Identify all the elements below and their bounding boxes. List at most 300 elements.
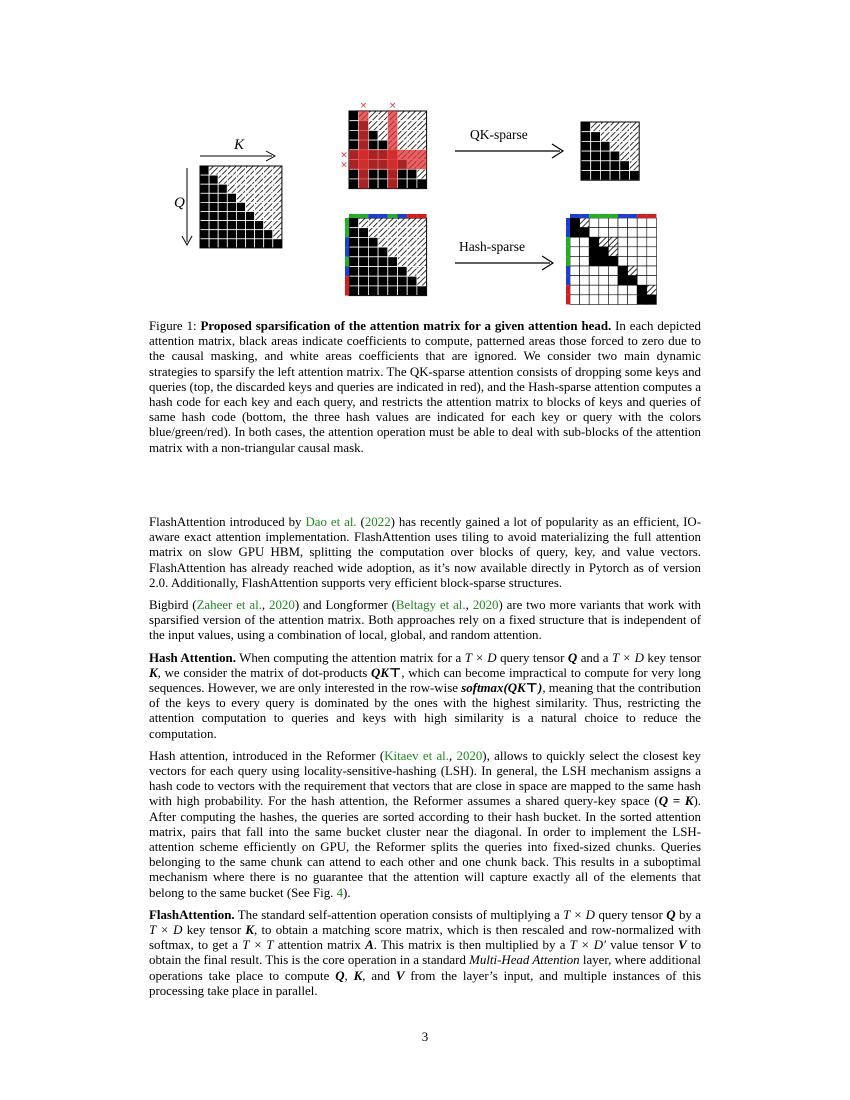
- matrix-cell: [637, 218, 647, 228]
- matrix-cell: [349, 169, 359, 179]
- paragraph-flashattention: [149, 908, 701, 999]
- matrix-cell: [378, 247, 388, 257]
- matrix-cell: [227, 184, 236, 193]
- matrix-cell: [599, 295, 609, 305]
- text: , which can become impractical to compute for very long sequences. However, we are only interested in the row-wise: [149, 665, 701, 696]
- caption-title: Proposed sparsification of the attention matrix for a given attention head.: [200, 319, 612, 333]
- full-attention-matrix: [200, 166, 282, 248]
- matrix-cell: [359, 257, 369, 267]
- matrix-cell: [388, 228, 398, 238]
- figure-ref-link[interactable]: 4: [336, 885, 344, 900]
- matrix-cell: [570, 266, 580, 276]
- key-hash-color-marker: [628, 214, 638, 218]
- matrix-cell: [378, 276, 388, 286]
- key-hash-color-marker: [368, 214, 378, 218]
- matrix-cell: [628, 256, 638, 266]
- text: ).: [343, 885, 351, 900]
- matrix-cell: [218, 166, 227, 175]
- matrix-cell: [227, 230, 236, 239]
- matrix-cell: [398, 140, 408, 150]
- query-hash-color-marker: [566, 228, 570, 238]
- matrix-cell: [618, 218, 628, 228]
- matrix-cell: [378, 140, 388, 150]
- text: and a: [577, 650, 612, 665]
- key-hash-color-marker: [570, 214, 580, 218]
- matrix-cell: [359, 247, 369, 257]
- math: Q: [567, 650, 578, 665]
- matrix-cell: [637, 228, 647, 238]
- matrix-cell: [388, 237, 398, 247]
- matrix-cell: [570, 256, 580, 266]
- matrix-cell: [417, 169, 427, 179]
- matrix-cell: [359, 228, 369, 238]
- matrix-cell: [407, 111, 417, 121]
- matrix-cell: [608, 256, 618, 266]
- matrix-cell: [628, 295, 638, 305]
- matrix-cell: [600, 161, 610, 171]
- citation-year-link[interactable]: 2020: [472, 598, 499, 613]
- text: ) are two more variants that work with sparsified version of the attention matrix. Both approaches rely on a fixed structure that is independent of the input values, using a combination of local, global, and random attention.: [149, 598, 701, 643]
- query-hash-color-marker: [345, 218, 349, 228]
- matrix-cell: [608, 295, 618, 305]
- matrix-cell: [209, 212, 218, 221]
- citation-link[interactable]: Zaheer et al.: [196, 598, 262, 613]
- matrix-cell: [637, 237, 647, 247]
- matrix-cell: [227, 221, 236, 230]
- figure-caption: [149, 319, 701, 456]
- matrix-cell: [236, 230, 245, 239]
- discard-marker: ×: [388, 101, 397, 111]
- matrix-cell: [608, 285, 618, 295]
- key-hash-color-marker: [647, 214, 657, 218]
- matrix-cell: [236, 221, 245, 230]
- citation-link[interactable]: Kitaev et al.: [384, 748, 449, 763]
- text: , we consider the matrix of dot-products: [157, 665, 372, 680]
- matrix-cell: [236, 175, 245, 184]
- matrix-cell: [589, 295, 599, 305]
- matrix-cell: [417, 237, 427, 247]
- matrix-cell: [227, 193, 236, 202]
- matrix-cell: [398, 286, 408, 296]
- matrix-cell: [378, 111, 388, 121]
- matrix-cell: [218, 212, 227, 221]
- matrix-cell: [628, 285, 638, 295]
- matrix-cell: [378, 267, 388, 277]
- key-hash-color-marker: [417, 214, 427, 218]
- matrix-cell: [647, 266, 657, 276]
- matrix-cell: [417, 286, 427, 296]
- matrix-cell: [398, 179, 408, 189]
- text: query tensor: [595, 907, 667, 922]
- math: T × D: [563, 907, 595, 922]
- key-hash-color-marker: [608, 214, 618, 218]
- matrix-cell: [236, 184, 245, 193]
- matrix-cell: [273, 184, 282, 193]
- matrix-cell: [628, 247, 638, 257]
- matrix-cell: [618, 228, 628, 238]
- citation-year-link[interactable]: 2022: [364, 515, 391, 529]
- run-in-heading: FlashAttention.: [149, 907, 235, 922]
- matrix-cell: [599, 276, 609, 286]
- hash-input-matrix: [349, 218, 427, 296]
- matrix-cell: [255, 193, 264, 202]
- matrix-cell: [349, 111, 359, 121]
- matrix-cell: [227, 212, 236, 221]
- matrix-cell: [589, 237, 599, 247]
- math: T × D: [464, 650, 497, 665]
- matrix-cell: [273, 193, 282, 202]
- matrix-cell: [589, 256, 599, 266]
- matrix-cell: [200, 230, 209, 239]
- query-hash-color-marker: [566, 285, 570, 295]
- matrix-cell: [236, 193, 245, 202]
- math: T × T: [242, 938, 274, 953]
- matrix-cell: [599, 256, 609, 266]
- matrix-cell: [589, 276, 599, 286]
- caption-text: In each depicted attention matrix, black areas indicate coefficients to compute, patterned areas those forced to zero due to the causal masking, and white areas coefficients that are ignored. We consider two main dynamic strategies to sparsify the left attention matrix. The QK-sparse attention consists of dropping some keys and queries (top, the discarded keys and queries are indicated in red), and the Hash-sparse attention computes a hash code for each key and each query, and restricts the attention matrix to blocks of keys and queries of same hash code (bottom, the three hash values are indicated for each key or query with the colors blue/green/red). In both cases, the attention operation must be able to deal with sub-blocks of the attention matrix with a non-triangular causal mask.: [149, 319, 701, 455]
- matrix-cell: [359, 286, 369, 296]
- math: K: [149, 665, 158, 680]
- matrix-cell: [417, 228, 427, 238]
- key-hash-color-marker: [349, 214, 359, 218]
- matrix-cell: [407, 228, 417, 238]
- matrix-cell: [407, 247, 417, 257]
- matrix-cell: [246, 230, 255, 239]
- matrix-cell: [589, 285, 599, 295]
- matrix-cell: [246, 175, 255, 184]
- matrix-cell: [618, 256, 628, 266]
- matrix-cell: [264, 175, 273, 184]
- query-hash-color-marker: [345, 228, 349, 238]
- matrix-cell: [407, 237, 417, 247]
- matrix-cell: [398, 228, 408, 238]
- matrix-cell: [368, 111, 378, 121]
- matrix-cell: [417, 276, 427, 286]
- matrix-cell: [417, 140, 427, 150]
- matrix-cell: [209, 193, 218, 202]
- matrix-cell: [349, 228, 359, 238]
- text: ,: [465, 598, 473, 613]
- matrix-cell: [618, 295, 628, 305]
- matrix-cell: [407, 276, 417, 286]
- discard-marker: ×: [340, 160, 348, 171]
- matrix-cell: [200, 166, 209, 175]
- matrix-cell: [209, 175, 218, 184]
- matrix-cell: [570, 295, 580, 305]
- matrix-cell: [637, 276, 647, 286]
- matrix-cell: [398, 111, 408, 121]
- discarded-query-row: [349, 160, 427, 170]
- matrix-cell: [589, 218, 599, 228]
- matrix-cell: [599, 266, 609, 276]
- matrix-cell: [200, 184, 209, 193]
- matrix-cell: [388, 267, 398, 277]
- matrix-cell: [218, 221, 227, 230]
- matrix-cell: [273, 212, 282, 221]
- matrix-cell: [218, 202, 227, 211]
- matrix-cell: [628, 266, 638, 276]
- paragraph-hash-attention: [149, 651, 701, 742]
- text: by a: [675, 907, 701, 922]
- matrix-cell: [227, 175, 236, 184]
- matrix-cell: [637, 256, 647, 266]
- matrix-cell: [407, 257, 417, 267]
- matrix-cell: [417, 218, 427, 228]
- citation-link[interactable]: Beltagy et al.: [395, 598, 466, 613]
- run-in-heading: Hash Attention.: [149, 650, 236, 665]
- math: K: [245, 923, 254, 938]
- qk-sparse-matrix: [581, 122, 639, 180]
- matrix-cell: [630, 122, 640, 132]
- matrix-cell: [264, 212, 273, 221]
- matrix-cell: [417, 247, 427, 257]
- matrix-cell: [349, 237, 359, 247]
- query-hash-color-marker: [566, 256, 570, 266]
- matrix-cell: [589, 228, 599, 238]
- matrix-cell: [398, 218, 408, 228]
- text: layer, where additional operations take place to compute: [149, 953, 701, 983]
- text: from the layer’s input, and multiple instances of this processing take place in parallel.: [149, 968, 701, 998]
- math: Q = K: [658, 794, 694, 809]
- matrix-cell: [349, 267, 359, 277]
- matrix-cell: [264, 202, 273, 211]
- citation-link[interactable]: Dao et al.: [305, 515, 357, 529]
- matrix-cell: [637, 266, 647, 276]
- text: . This matrix is then multiplied by a: [373, 938, 570, 953]
- matrix-cell: [407, 218, 417, 228]
- matrix-cell: [628, 237, 638, 247]
- matrix-cell: [630, 151, 640, 161]
- text: Multi-Head Attention: [469, 953, 580, 968]
- matrix-cell: [570, 237, 580, 247]
- matrix-cell: [200, 221, 209, 230]
- matrix-cell: [610, 171, 620, 181]
- matrix-cell: [236, 212, 245, 221]
- matrix-cell: [273, 221, 282, 230]
- matrix-cell: [246, 212, 255, 221]
- key-hash-color-marker: [637, 214, 647, 218]
- matrix-cell: [589, 247, 599, 257]
- key-hash-color-marker: [407, 214, 417, 218]
- discarded-query-row: [349, 150, 427, 160]
- matrix-cell: [647, 218, 657, 228]
- text: value tensor: [605, 938, 679, 953]
- matrix-cell: [255, 221, 264, 230]
- text: key tensor: [182, 923, 246, 938]
- matrix-cell: [637, 295, 647, 305]
- paragraph-flashattention-intro: [149, 515, 701, 591]
- matrix-cell: [637, 285, 647, 295]
- text: ) and Longformer (: [294, 598, 396, 613]
- matrix-cell: [630, 141, 640, 151]
- matrix-cell: [398, 237, 408, 247]
- matrix-cell: [600, 151, 610, 161]
- page-number: 3: [421, 1029, 429, 1044]
- paragraph-reformer: [149, 749, 701, 901]
- math: Q: [666, 907, 676, 922]
- matrix-cell: [407, 169, 417, 179]
- matrix-cell: [591, 161, 601, 171]
- hash-sparse-label: Hash-sparse: [459, 239, 525, 254]
- q-axis-label: Q: [174, 195, 185, 211]
- matrix-cell: [630, 161, 640, 171]
- matrix-cell: [600, 122, 610, 132]
- matrix-cell: [580, 218, 590, 228]
- text: Hash attention, introduced in the Reformer (: [149, 748, 385, 763]
- text: When computing the attention matrix for a: [235, 650, 465, 665]
- matrix-cell: [610, 141, 620, 151]
- matrix-cell: [608, 276, 618, 286]
- key-hash-color-marker: [580, 214, 590, 218]
- matrix-cell: [273, 175, 282, 184]
- matrix-cell: [264, 221, 273, 230]
- matrix-cell: [417, 121, 427, 131]
- matrix-cell: [218, 239, 227, 248]
- matrix-cell: [647, 295, 657, 305]
- matrix-cell: [255, 239, 264, 248]
- matrix-cell: [246, 184, 255, 193]
- text: FlashAttention introduced by: [149, 515, 306, 529]
- matrix-cell: [620, 132, 630, 142]
- matrix-cell: [378, 218, 388, 228]
- matrix-cell: [378, 257, 388, 267]
- matrix-cell: [630, 171, 640, 181]
- qk-sparse-label: QK-sparse: [470, 127, 528, 142]
- key-hash-color-marker: [388, 214, 398, 218]
- matrix-cell: [349, 121, 359, 131]
- matrix-cell: [255, 175, 264, 184]
- text: attention matrix: [273, 938, 366, 953]
- citation-year-link[interactable]: 2020: [269, 598, 295, 613]
- math: QK⊤: [371, 665, 402, 680]
- matrix-cell: [349, 276, 359, 286]
- text: , to obtain a matching score matrix, which is then rescaled and row-normalized with softmax, to get a: [149, 923, 701, 953]
- text: key tensor: [643, 650, 701, 665]
- matrix-cell: [359, 218, 369, 228]
- citation-year-link[interactable]: 2020: [456, 748, 483, 763]
- matrix-cell: [264, 193, 273, 202]
- math: Q: [335, 968, 345, 983]
- matrix-cell: [628, 228, 638, 238]
- matrix-cell: [368, 169, 378, 179]
- matrix-cell: [246, 193, 255, 202]
- caption-prefix: Figure 1:: [149, 319, 201, 333]
- matrix-cell: [628, 218, 638, 228]
- matrix-cell: [580, 237, 590, 247]
- text: , and: [362, 968, 396, 983]
- text: , meaning that the contribution of the keys to every query is dominated by the ones with the highest similarity. Thus, restricting the attention computation to queries and keys with high similarity is a natural choice to reduce the computation.: [149, 681, 701, 741]
- matrix-cell: [264, 184, 273, 193]
- matrix-cell: [359, 237, 369, 247]
- k-axis-label: K: [234, 137, 245, 153]
- math: A: [365, 938, 374, 953]
- matrix-cell: [349, 140, 359, 150]
- matrix-cell: [359, 276, 369, 286]
- matrix-cell: [255, 166, 264, 175]
- matrix-cell: [417, 130, 427, 140]
- matrix-cell: [620, 161, 630, 171]
- matrix-cell: [620, 141, 630, 151]
- matrix-cell: [209, 184, 218, 193]
- matrix-cell: [591, 171, 601, 181]
- matrix-cell: [618, 266, 628, 276]
- hash-sparse-matrix: [570, 218, 656, 304]
- matrix-cell: [236, 166, 245, 175]
- discard-marker: ×: [359, 101, 368, 111]
- matrix-cell: [620, 151, 630, 161]
- matrix-cell: [218, 184, 227, 193]
- matrix-cell: [218, 193, 227, 202]
- key-hash-color-marker: [589, 214, 599, 218]
- figure-1: [0, 0, 850, 310]
- text: (: [356, 515, 365, 529]
- matrix-cell: [628, 276, 638, 286]
- matrix-cell: [570, 247, 580, 257]
- matrix-cell: [618, 247, 628, 257]
- key-hash-color-marker: [359, 214, 369, 218]
- matrix-cell: [246, 239, 255, 248]
- matrix-cell: [647, 237, 657, 247]
- matrix-cell: [580, 276, 590, 286]
- matrix-cell: [388, 286, 398, 296]
- matrix-cell: [255, 202, 264, 211]
- matrix-cell: [580, 247, 590, 257]
- matrix-cell: [407, 267, 417, 277]
- matrix-cell: [417, 257, 427, 267]
- query-hash-color-marker: [345, 257, 349, 267]
- math: T × D: [149, 923, 183, 938]
- matrix-cell: [608, 228, 618, 238]
- matrix-cell: [570, 218, 580, 228]
- text: The standard self-attention operation consists of multiplying a: [234, 907, 564, 922]
- matrix-cell: [581, 141, 591, 151]
- matrix-cell: [378, 130, 388, 140]
- matrix-cell: [591, 141, 601, 151]
- query-hash-color-marker: [345, 237, 349, 247]
- matrix-cell: [599, 228, 609, 238]
- query-hash-color-marker: [345, 247, 349, 257]
- matrix-cell: [407, 121, 417, 131]
- matrix-cell: [378, 179, 388, 189]
- matrix-cell: [378, 286, 388, 296]
- matrix-cell: [647, 247, 657, 257]
- matrix-cell: [209, 230, 218, 239]
- matrix-cell: [580, 266, 590, 276]
- figure-1-drawing: [0, 0, 850, 310]
- matrix-cell: [368, 286, 378, 296]
- matrix-cell: [600, 171, 610, 181]
- paragraph-bigbird: [149, 598, 701, 644]
- matrix-cell: [630, 132, 640, 142]
- matrix-cell: [255, 230, 264, 239]
- text: Bigbird (: [149, 598, 197, 613]
- matrix-cell: [608, 247, 618, 257]
- matrix-cell: [246, 166, 255, 175]
- matrix-cell: [417, 267, 427, 277]
- text: ), allows to quickly select the closest key vectors for each query using locality-sensitive-hashing (LSH). In general, the LSH mechanism assigns a hash code to vectors with the requirement that vectors that are close in space are mapped to the same hash with high probability. For the hash attention, the Reformer assumes a shared query-key space (: [149, 748, 701, 809]
- matrix-cell: [417, 111, 427, 121]
- matrix-cell: [209, 239, 218, 248]
- matrix-cell: [200, 239, 209, 248]
- matrix-cell: [264, 239, 273, 248]
- matrix-cell: [398, 257, 408, 267]
- matrix-cell: [349, 179, 359, 189]
- matrix-cell: [209, 202, 218, 211]
- matrix-cell: [618, 276, 628, 286]
- matrix-cell: [227, 202, 236, 211]
- matrix-cell: [273, 202, 282, 211]
- matrix-cell: [273, 239, 282, 248]
